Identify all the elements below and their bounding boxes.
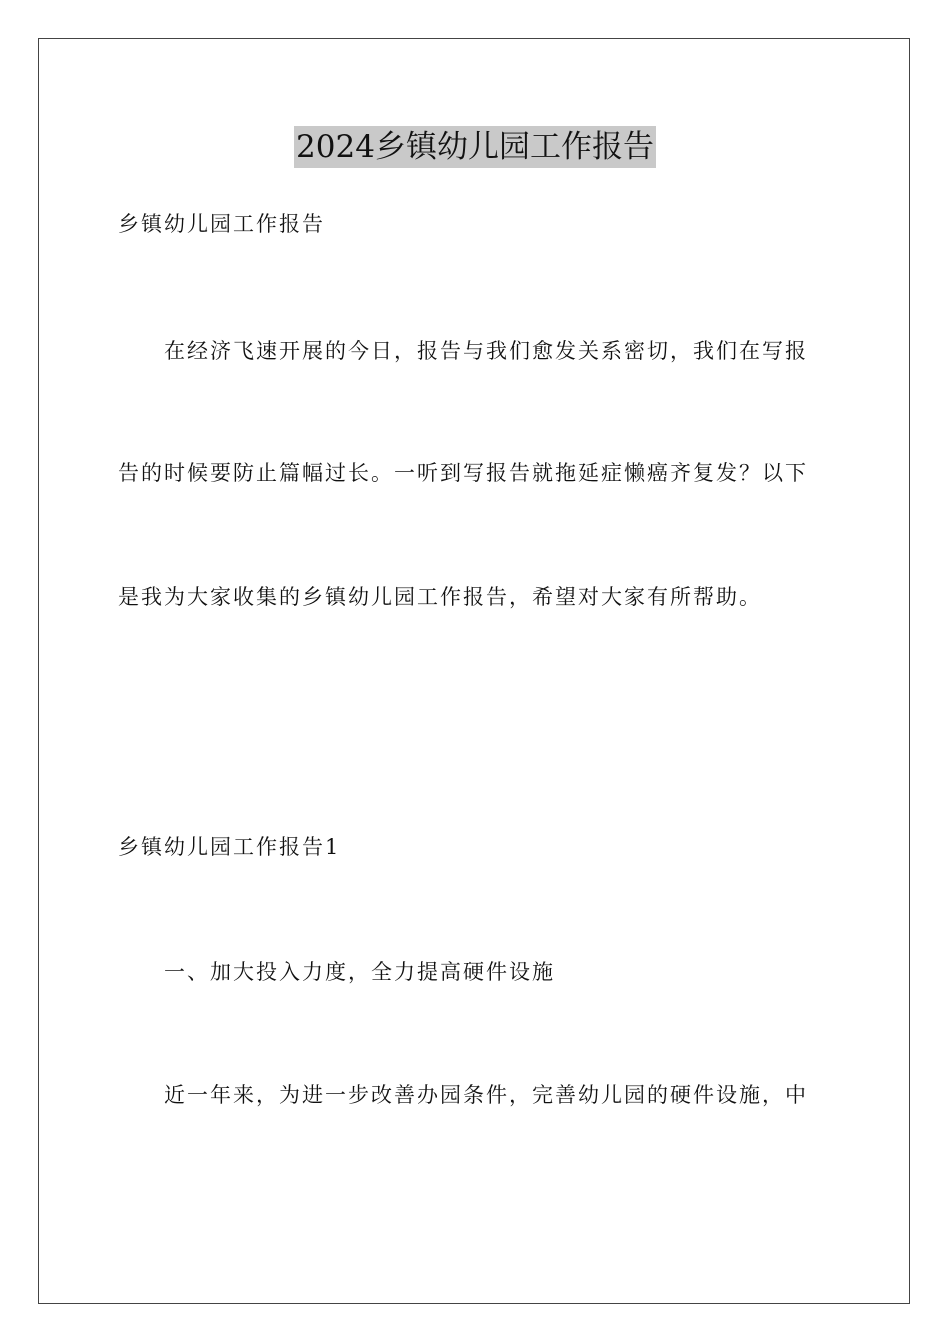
paragraph-line-2: 告的时候要防止篇幅过长。一听到写报告就拖延症懒癌齐复发？以下 bbox=[118, 461, 808, 485]
document-title: 2024乡镇幼儿园工作报告 bbox=[294, 126, 656, 168]
subsection-heading: 一、加大投入力度，全力提高硬件设施 bbox=[164, 960, 555, 984]
document-subtitle: 乡镇幼儿园工作报告 bbox=[118, 212, 325, 236]
title-container bbox=[0, 126, 950, 168]
paragraph-line-1: 在经济飞速开展的今日，报告与我们愈发关系密切，我们在写报 bbox=[164, 339, 808, 363]
paragraph-line-3: 是我为大家收集的乡镇幼儿园工作报告，希望对大家有所帮助。 bbox=[118, 585, 762, 609]
body-line: 近一年来，为进一步改善办园条件，完善幼儿园的硬件设施，中 bbox=[164, 1083, 808, 1107]
section-heading: 乡镇幼儿园工作报告1 bbox=[118, 835, 341, 859]
